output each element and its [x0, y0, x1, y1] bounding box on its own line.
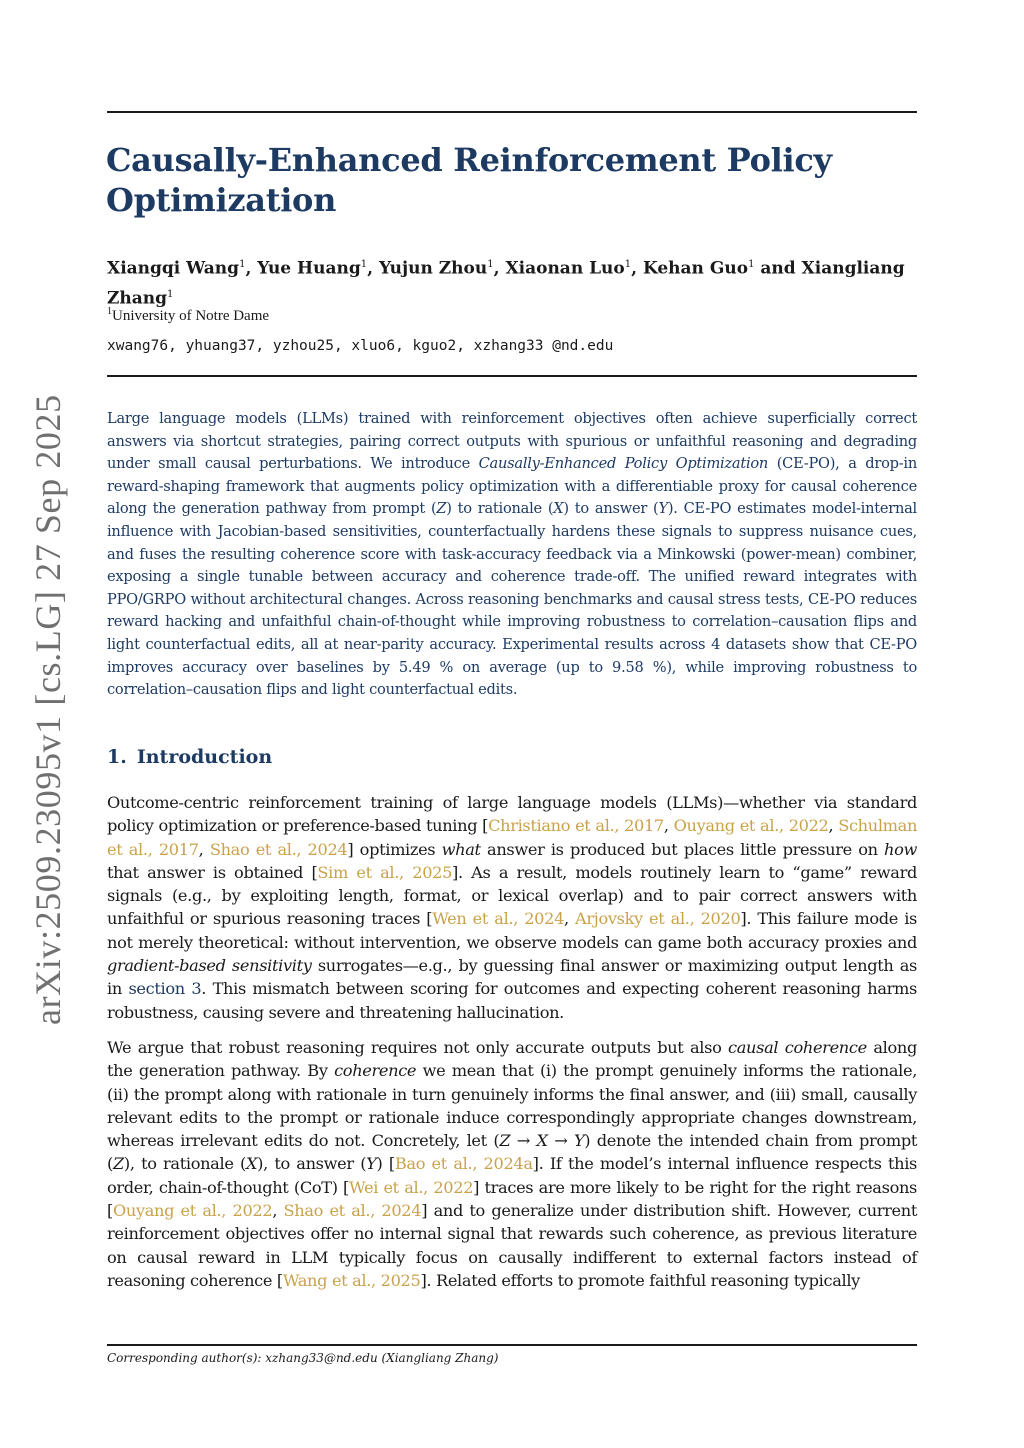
author-separator: ,: [367, 258, 379, 279]
author-name: Kehan Guo: [642, 258, 749, 279]
body-text: ), to answer (: [257, 1154, 367, 1174]
citation-link[interactable]: Ouyang et al., 2022: [673, 816, 829, 836]
affiliation-mark: 1: [107, 306, 112, 317]
author-name: Xiaonan Luo: [505, 258, 625, 279]
author-affil-mark: 1: [624, 259, 632, 270]
top-rule: [107, 111, 917, 113]
author-affil-mark: 1: [360, 259, 368, 270]
abstract-text: ). CE-PO estimates model-internal influence with Jacobian-based sensitivities, counterfactually hardens these signals to suppress nuisance cues, and fuses the resulting coherence score with task-accuracy feedback via a Minkowski (power-mean) combiner, exposing a single tunable between accuracy and coherence trade-off. The unified reward integrates with PPO/GRPO without architectural changes. Across reasoning benchmarks and causal stress tests, CE-PO reduces reward hacking and unfaithful chain-of-thought while improving robustness to correlation–causation flips and light counterfactual edits, all at near-parity accuracy. Experimental results across 4 datasets show that CE-PO improves accuracy over baselines by 5.49 % on average (up to 9.58 %), while improving robustness to correlation–causation flips and light counterfactual edits.: [107, 500, 917, 699]
author-separator: and: [754, 258, 802, 279]
author-separator: ,: [493, 258, 506, 279]
citation-link[interactable]: Christiano et al., 2017: [488, 816, 664, 836]
body-text: ), to rationale (: [123, 1154, 246, 1174]
body-emphasis: coherence: [334, 1061, 417, 1081]
math-var: Y: [658, 500, 668, 518]
body-emphasis: what: [441, 839, 481, 859]
abstract: [107, 408, 917, 702]
body-emphasis: causal coherence: [728, 1038, 867, 1057]
affiliation: [107, 302, 269, 326]
section-number: 1.: [107, 746, 127, 768]
author-affil-mark: 1: [748, 259, 755, 270]
body-text: along the generation pathway. By: [107, 1038, 917, 1081]
body-emphasis: gradient-based sensitivity: [107, 956, 312, 976]
citation-link[interactable]: Schulman et al., 2017: [107, 816, 918, 859]
citation-link[interactable]: Shao et al., 2024: [283, 1201, 422, 1221]
citation-link[interactable]: Wang et al., 2025: [282, 1270, 421, 1290]
body-text: ) [: [376, 1154, 395, 1174]
abstract-text: Large language models (LLMs) trained with reinforcement objectives often achieve superficially correct answers via shortcut strategies, pairing correct outputs with spurious or unfaithful reasoning and degrading under small causal perturbations. We introduce: [107, 410, 917, 473]
section-heading: [107, 744, 272, 770]
author-affil-mark: 1: [487, 259, 494, 270]
body-text: ]. Related efforts to promote faithful reasoning typically: [420, 1270, 860, 1290]
author-emails: xwang76, yhuang37, yzhou25, xluo6, kguo2, xzhang33 @nd.edu: [107, 338, 614, 354]
citation-link[interactable]: Ouyang et al., 2022: [112, 1201, 273, 1221]
body-text: Outcome-centric reinforcement training of large language models (LLMs)—whether via standard policy optimization or preference-based tuning [: [107, 793, 917, 836]
body-text: ]. This failure mode is not merely theoretical: without intervention, we observe models can game both accuracy proxies and: [107, 909, 918, 952]
author-name: Xiangqi Wang: [107, 258, 240, 279]
citation-link[interactable]: Arjovsky et al., 2020: [575, 909, 741, 929]
affiliation-name: University of Notre Dame: [112, 308, 270, 324]
citation-link[interactable]: Wen et al., 2024: [432, 909, 565, 929]
section-title: Introduction: [136, 746, 273, 768]
body-paragraph: We argue that robust reasoning requires not only accurate outputs but also causal coherence along the generation pathway. By coherence we mean that (i) the prompt genuinely informs the rationale, (ii) the prompt along with rationale in turn genuinely informs the final answer, and (iii) small, causally relevant edits to the prompt or rationale induce correspondingly appropriate changes downstream, whereas irrelevant edits do not. Concretely, let (Z → X → Y) denote the intended chain from prompt (Z), to rationale (X), to answer (Y) [Bao et al., 2024a]. If the model’s internal influence respects this order, chain-of-thought (CoT) [Wei et al., 2022] traces are more likely to be right for the right reasons [Ouyang et al., 2022, Shao et al., 2024] and to generalize under distribution shift. However, current reinforcement objectives offer no internal signal that rewards such coherence, as previous literature on causal reward in LLM typically focus on causally indifferent to external factors instead of reasoning coherence [Wang et al., 2025]. Related efforts to promote faithful reasoning typically: [107, 1038, 918, 1290]
body-text: ] traces are more likely to be right for the right reasons [: [107, 1177, 917, 1221]
citation-link[interactable]: Sim et al., 2025: [317, 862, 453, 882]
body-text: ) denote the intended chain from prompt (: [107, 1131, 917, 1174]
paper-title: Causally-Enhanced Reinforcement Policy Optimization: [106, 141, 832, 219]
math-var: X: [553, 500, 564, 518]
author-name: Xiangliang Zhang: [107, 258, 905, 309]
section-cross-reference[interactable]: section 3: [128, 979, 202, 999]
math-var: X: [245, 1154, 258, 1174]
author-separator: ,: [631, 258, 643, 279]
abstract-text: ) to rationale (: [446, 500, 554, 518]
math-var: Z: [436, 500, 447, 518]
body-text: ] optimizes: [347, 839, 442, 859]
body-text: we mean that (i) the prompt genuinely informs the rationale, (ii) the prompt along with rationale in turn genuinely informs the final answer, and (iii) small, causally relevant edits to the prompt or rationale induce correspondingly appropriate changes downstream, whereas irrelevant edits do not. Concretely, let (: [107, 1061, 917, 1151]
body-text: surrogates—e.g., by guessing final answer or maximizing output length as in: [107, 956, 917, 999]
body-text: . This mismatch between scoring for outcomes and expecting coherent reasoning harms robustness, causing severe and threatening hallucination.: [107, 979, 918, 1022]
abstract-text: ) to answer (: [563, 500, 659, 518]
math-var: Y: [366, 1154, 377, 1174]
citation-link[interactable]: Wei et al., 2022: [349, 1177, 474, 1197]
corresponding-author-footnote: Corresponding author(s): xzhang33@nd.edu (Xiangliang Zhang): [107, 1351, 499, 1365]
abstract-emphasis: Causally-Enhanced Policy Optimization: [478, 455, 769, 473]
header-rule: [107, 375, 917, 377]
body-text: ]. As a result, models routinely learn to “game” reward signals (e.g., by exploiting length, format, or lexical overlap) and to pair correct answers with unfaithful or spurious reasoning traces [: [107, 862, 918, 929]
footer-rule: [107, 1344, 917, 1346]
author-name: Yue Huang: [257, 258, 361, 279]
body-text: answer is produced but places little pressure on: [480, 839, 885, 859]
body-text: ] and to generalize under distribution shift. However, current reinforcement objectives offer no internal signal that rewards such coherence, as previous literature on causal reward in LLM typically focus on causally indifferent to external factors instead of reasoning coherence [: [107, 1201, 918, 1290]
citation-link[interactable]: Shao et al., 2024: [209, 839, 348, 859]
body-paragraph: Outcome-centric reinforcement training of large language models (LLMs)—whether via standard policy optimization or preference-based tuning [Christiano et al., 2017, Ouyang et al., 2022, Schulman et al., 2017, Shao et al., 2024] optimizes what answer is produced but places little pressure on how that answer is obtained [Sim et al., 2025]. As a result, models routinely learn to “game” reward signals (e.g., by exploiting length, format, or lexical overlap) and to pair correct answers with unfaithful or spurious reasoning traces [Wen et al., 2024, Arjovsky et al., 2020]. This failure mode is not merely theoretical: without intervention, we observe models can game both accuracy proxies and gradient-based sensitivity surrogates—e.g., by guessing final answer or maximizing output length as in section 3. This mismatch between scoring for outcomes and expecting coherent reasoning harms robustness, causing severe and threatening hallucination.: [107, 793, 918, 1022]
author-name: Yujun Zhou: [378, 258, 488, 279]
author-separator: ,: [245, 258, 258, 279]
body-text: We argue that robust reasoning requires not only accurate outputs but also: [107, 1038, 729, 1057]
arxiv-identifier: arXiv:2509.23095v1 [cs.LG] 27 Sep 2025: [28, 394, 68, 1025]
math-chain: Z → X → Y: [499, 1131, 585, 1151]
body-emphasis: how: [884, 839, 918, 859]
body-text: that answer is obtained [: [107, 862, 318, 882]
math-var: Z: [112, 1154, 124, 1174]
abstract-text: (CE-PO), a drop-in reward-shaping framework that augments policy optimization with a differentiable proxy for causal coherence along the generation pathway from prompt (: [107, 455, 917, 518]
body-text: ]. If the model’s internal influence respects this order, chain-of-thought (CoT) [: [107, 1154, 918, 1197]
author-affil-mark: 1: [167, 288, 174, 300]
author-affil-mark: 1: [239, 259, 246, 270]
citation-link[interactable]: Bao et al., 2024a: [394, 1154, 533, 1174]
